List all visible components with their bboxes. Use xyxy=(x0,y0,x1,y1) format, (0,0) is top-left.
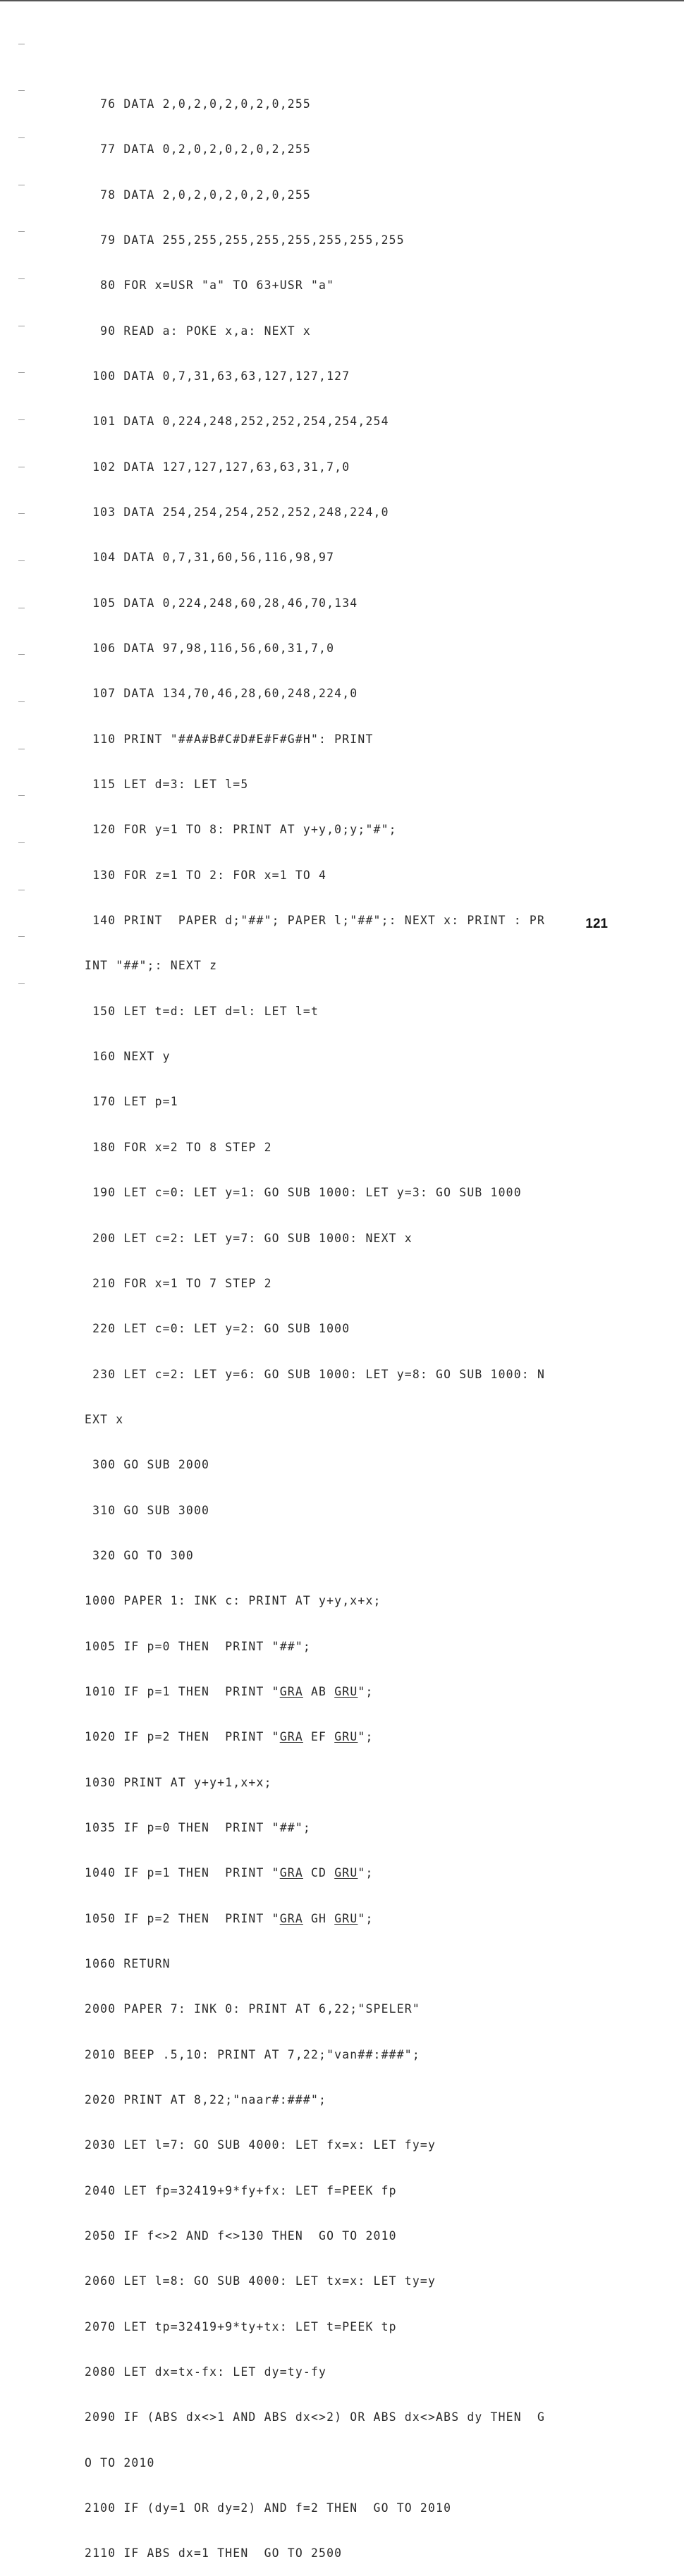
code-line: 2100 IF (dy=1 OR dy=2) AND f=2 THEN GO TO 2010 xyxy=(85,2501,452,2515)
code-line: 78 DATA 2,0,2,0,2,0,2,0,255 xyxy=(85,188,311,202)
basic-program-listing xyxy=(85,66,642,2576)
code-line: 210 FOR x=1 TO 7 STEP 2 xyxy=(85,1276,272,1290)
code-line: 80 FOR x=USR "a" TO 63+USR "a" xyxy=(85,278,335,293)
code-line: 2050 IF f<>2 AND f<>130 THEN GO TO 2010 xyxy=(85,2229,397,2243)
code-line-1010: 1010 IF p=1 THEN PRINT "GRA AB GRU"; xyxy=(85,1684,374,1698)
code-line: 104 DATA 0,7,31,60,56,116,98,97 xyxy=(85,551,335,565)
margin-tick xyxy=(18,795,25,796)
code-line: 1005 IF p=0 THEN PRINT "##"; xyxy=(85,1639,311,1653)
code-line: 320 GO TO 300 xyxy=(85,1548,194,1562)
code-line-1050: 1050 IF p=2 THEN PRINT "GRA GH GRU"; xyxy=(85,1911,374,1925)
code-line: 1000 PAPER 1: INK c: PRINT AT y+y,x+x; xyxy=(85,1594,381,1608)
code-line: 2110 IF ABS dx=1 THEN GO TO 2500 xyxy=(85,2546,343,2560)
code-line: 150 LET t=d: LET d=l: LET l=t xyxy=(85,1004,319,1018)
code-line: 190 LET c=0: LET y=1: GO SUB 1000: LET y=3: GO SUB 1000 xyxy=(85,1186,522,1200)
margin-tick xyxy=(18,701,25,702)
code-line: 1060 RETURN xyxy=(85,1957,171,1970)
gra-token: GRA xyxy=(279,1730,303,1744)
code-line: 115 LET d=3: LET l=5 xyxy=(85,778,249,792)
code-line: 170 LET p=1 xyxy=(85,1095,178,1109)
code-line: 180 FOR x=2 TO 8 STEP 2 xyxy=(85,1140,272,1154)
code-line: 102 DATA 127,127,127,63,63,31,7,0 xyxy=(85,460,350,474)
code-line: 90 READ a: POKE x,a: NEXT x xyxy=(85,324,311,338)
code-line: 140 PRINT PAPER d;"##"; PAPER l;"##";: NEXT x: PRINT : PR xyxy=(85,914,546,928)
page-number: 121 xyxy=(585,916,608,931)
margin-tick xyxy=(18,513,25,514)
margin-tick xyxy=(18,372,25,373)
margin-tick xyxy=(18,936,25,937)
code-line: EXT x xyxy=(85,1412,124,1426)
margin-tick xyxy=(18,842,25,843)
code-line: 79 DATA 255,255,255,255,255,255,255,255 xyxy=(85,233,405,247)
code-line: 107 DATA 134,70,46,28,60,248,224,0 xyxy=(85,687,358,701)
code-line: 200 LET c=2: LET y=7: GO SUB 1000: NEXT x xyxy=(85,1231,413,1245)
code-line: 2090 IF (ABS dx<>1 AND ABS dx<>2) OR ABS dx<>ABS dy THEN G xyxy=(85,2410,546,2424)
code-line: 160 NEXT y xyxy=(85,1050,171,1064)
code-line: 101 DATA 0,224,248,252,252,254,254,254 xyxy=(85,415,389,429)
code-line: 76 DATA 2,0,2,0,2,0,2,0,255 xyxy=(85,97,311,111)
gra-token: GRA xyxy=(279,1911,303,1925)
code-line: 2080 LET dx=tx-fx: LET dy=ty-fy xyxy=(85,2365,327,2379)
code-line: 1035 IF p=0 THEN PRINT "##"; xyxy=(85,1820,311,1834)
code-line: 106 DATA 97,98,116,56,60,31,7,0 xyxy=(85,642,335,656)
code-line: 110 PRINT "##A#B#C#D#E#F#G#H": PRINT xyxy=(85,732,374,746)
top-rule xyxy=(0,0,684,1)
code-line: 77 DATA 0,2,0,2,0,2,0,2,255 xyxy=(85,142,311,157)
code-line: 230 LET c=2: LET y=6: GO SUB 1000: LET y=8: GO SUB 1000: N xyxy=(85,1367,546,1381)
code-line: 103 DATA 254,254,254,252,252,248,224,0 xyxy=(85,505,389,519)
margin-tick xyxy=(18,90,25,91)
gra-token: GRA xyxy=(279,1866,303,1880)
gru-token: GRU xyxy=(334,1866,358,1880)
gru-token: GRU xyxy=(334,1684,358,1698)
margin-tick xyxy=(18,231,25,232)
code-line: 2060 LET l=8: GO SUB 4000: LET tx=x: LET ty=y xyxy=(85,2274,436,2288)
code-line: 2020 PRINT AT 8,22;"naar#:###"; xyxy=(85,2093,327,2107)
gra-token: GRA xyxy=(279,1684,303,1698)
code-line: 2070 LET tp=32419+9*ty+tx: LET t=PEEK tp xyxy=(85,2319,397,2333)
margin-tick xyxy=(18,137,25,138)
code-line: O TO 2010 xyxy=(85,2455,155,2470)
margin-tick xyxy=(18,419,25,420)
margin-tick xyxy=(18,983,25,984)
code-line: 130 FOR z=1 TO 2: FOR x=1 TO 4 xyxy=(85,868,327,882)
margin-tick xyxy=(18,560,25,561)
margin-tick xyxy=(18,654,25,655)
code-line: 2010 BEEP .5,10: PRINT AT 7,22;"van##:###"; xyxy=(85,2047,420,2061)
code-line: 310 GO SUB 3000 xyxy=(85,1503,210,1517)
gru-token: GRU xyxy=(334,1911,358,1925)
code-line: 2000 PAPER 7: INK 0: PRINT AT 6,22;"SPELER" xyxy=(85,2002,420,2016)
code-line: 2030 LET l=7: GO SUB 4000: LET fx=x: LET fy=y xyxy=(85,2138,436,2152)
code-line-1020: 1020 IF p=2 THEN PRINT "GRA EF GRU"; xyxy=(85,1730,374,1744)
code-line: 220 LET c=0: LET y=2: GO SUB 1000 xyxy=(85,1322,350,1336)
margin-tick-marks xyxy=(0,0,28,1002)
code-line: 120 FOR y=1 TO 8: PRINT AT y+y,0;y;"#"; xyxy=(85,823,397,837)
code-line: INT "##";: NEXT z xyxy=(85,959,218,973)
gru-token: GRU xyxy=(334,1730,358,1744)
code-line-1040: 1040 IF p=1 THEN PRINT "GRA CD GRU"; xyxy=(85,1866,374,1880)
code-line: 105 DATA 0,224,248,60,28,46,70,134 xyxy=(85,596,358,610)
code-line: 2040 LET fp=32419+9*fy+fx: LET f=PEEK fp xyxy=(85,2183,397,2197)
code-line: 1030 PRINT AT y+y+1,x+x; xyxy=(85,1775,272,1789)
margin-tick xyxy=(18,278,25,279)
code-line: 100 DATA 0,7,31,63,63,127,127,127 xyxy=(85,369,350,383)
code-line: 300 GO SUB 2000 xyxy=(85,1458,210,1472)
